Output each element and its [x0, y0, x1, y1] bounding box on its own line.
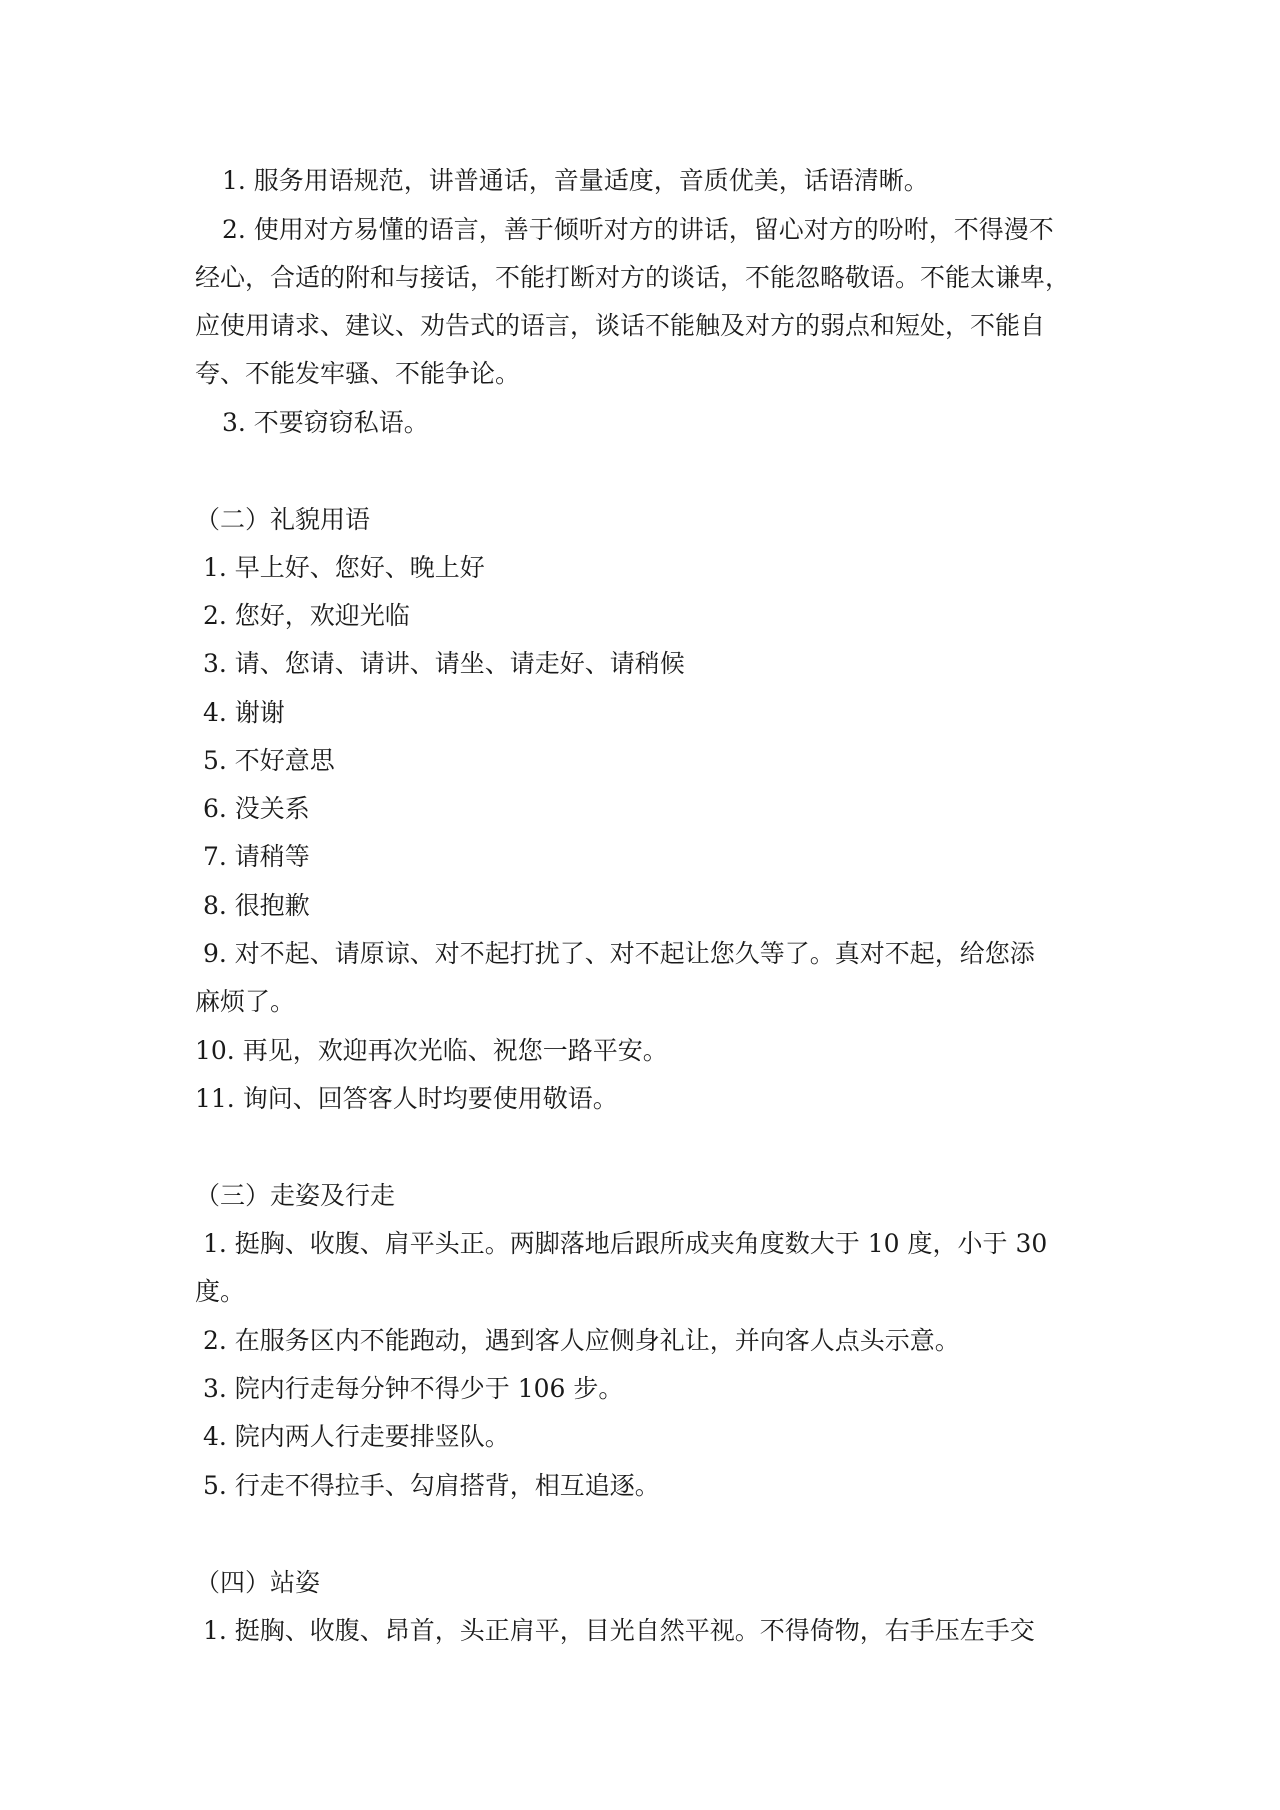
polite-item-10: 10. 再见，欢迎再次光临、祝您一路平安。	[195, 1036, 668, 1065]
polite-item-6: 6. 没关系	[203, 794, 310, 823]
walking-item-5: 5. 行走不得拉手、勾肩搭背，相互追逐。	[203, 1471, 660, 1500]
walking-item-1-cont: 度。	[195, 1277, 246, 1306]
walking-item-2: 2. 在服务区内不能跑动，遇到客人应侧身礼让，并向客人点头示意。	[203, 1326, 960, 1355]
walking-item-4: 4. 院内两人行走要排竖队。	[203, 1422, 510, 1451]
walking-item-3: 3. 院内行走每分钟不得少于 106 步。	[203, 1374, 624, 1403]
section-heading-polite-language: （二）礼貌用语	[195, 505, 371, 534]
polite-item-4: 4. 谢谢	[203, 698, 285, 727]
polite-item-5: 5. 不好意思	[203, 746, 335, 775]
service-language-item-2-cont-3: 夸、不能发牢骚、不能争论。	[195, 359, 521, 388]
service-language-item-1: 1. 服务用语规范，讲普通话，音量适度，音质优美，话语清晰。	[222, 166, 929, 195]
polite-item-8: 8. 很抱歉	[203, 891, 310, 920]
service-language-item-2-cont-1: 经心，合适的附和与接话，不能打断对方的谈话，不能忽略敬语。不能太谦卑，	[195, 263, 1071, 292]
service-language-item-2: 2. 使用对方易懂的语言，善于倾听对方的讲话，留心对方的吩咐，不得漫不	[222, 215, 1054, 244]
service-language-item-3: 3. 不要窃窃私语。	[222, 408, 429, 437]
polite-item-2: 2. 您好，欢迎光临	[203, 601, 410, 630]
standing-item-1: 1. 挺胸、收腹、昂首，头正肩平，目光自然平视。不得倚物，右手压左手交	[203, 1616, 1035, 1645]
section-heading-walking: （三）走姿及行走	[195, 1181, 396, 1210]
polite-item-9-cont: 麻烦了。	[195, 987, 296, 1016]
walking-item-1: 1. 挺胸、收腹、肩平头正。两脚落地后跟所成夹角度数大于 10 度，小于 30	[203, 1229, 1048, 1258]
polite-item-9: 9. 对不起、请原谅、对不起打扰了、对不起让您久等了。真对不起，给您添	[203, 939, 1035, 968]
section-heading-standing: （四）站姿	[195, 1568, 321, 1597]
polite-item-1: 1. 早上好、您好、晚上好	[203, 553, 485, 582]
service-language-item-2-cont-2: 应使用请求、建议、劝告式的语言，谈话不能触及对方的弱点和短处，不能自	[195, 311, 1046, 340]
polite-item-11: 11. 询问、回答客人时均要使用敬语。	[195, 1084, 618, 1113]
polite-item-7: 7. 请稍等	[203, 842, 310, 871]
polite-item-3: 3. 请、您请、请讲、请坐、请走好、请稍候	[203, 649, 685, 678]
